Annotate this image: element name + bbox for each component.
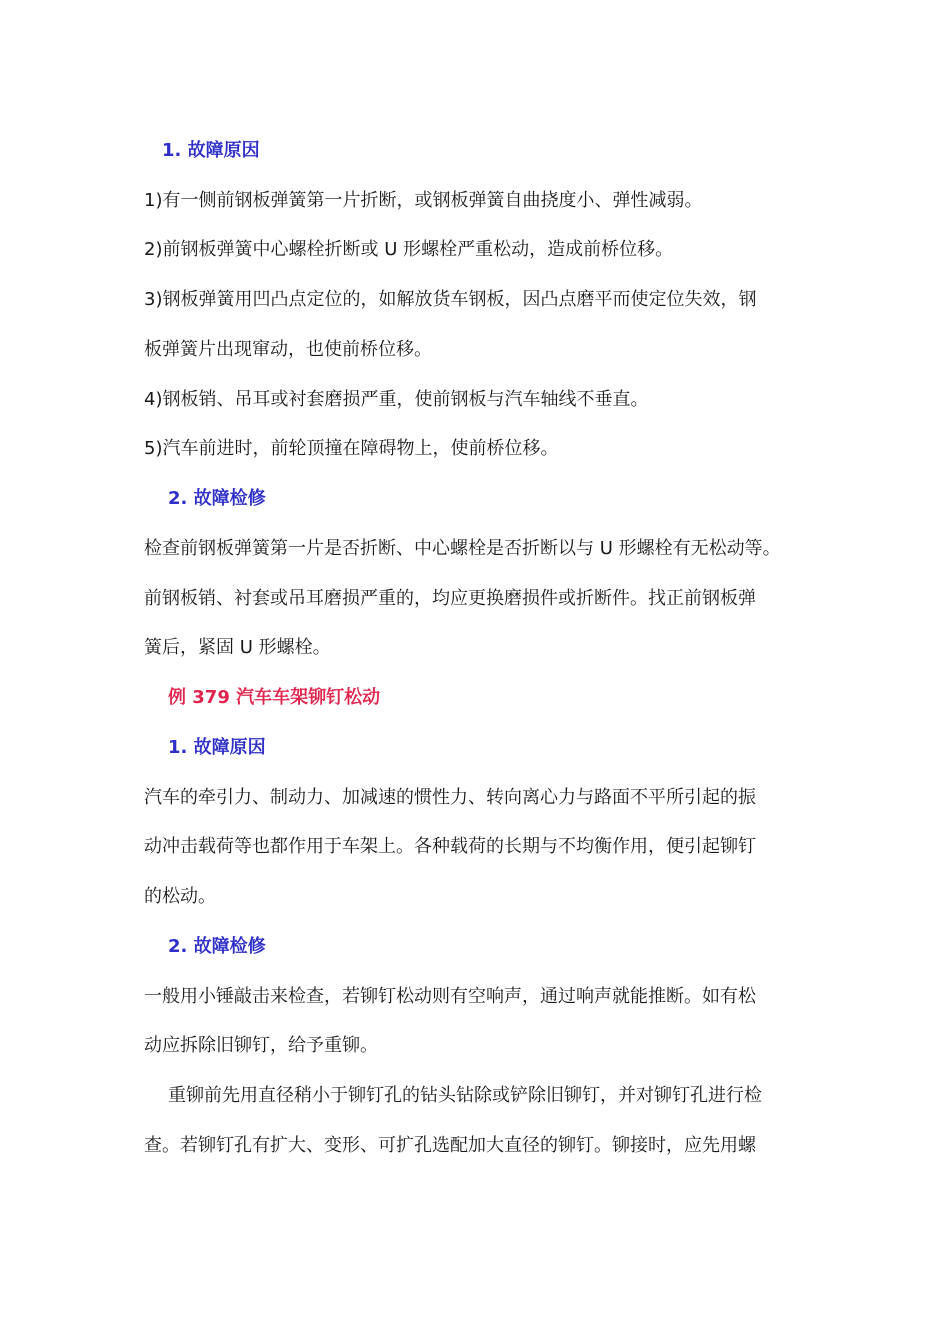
paragraph-line: 前钢板销、衬套或吊耳磨损严重的，均应更换磨损件或折断件。找正前钢板弹 [144, 588, 756, 609]
paragraph-line: 重铆前先用直径稍小于铆钉孔的钻头钻除或铲除旧铆钉，并对铆钉孔进行检 [168, 1085, 762, 1106]
paragraph-line: 一般用小锤敲击来检查，若铆钉松动则有空响声，通过响声就能推断。如有松 [144, 986, 756, 1007]
paragraph-line: 动冲击载荷等也都作用于车架上。各种载荷的长期与不均衡作用，便引起铆钉 [144, 836, 756, 857]
section-heading-fault-repair: 2. 故障检修 [168, 936, 266, 957]
paragraph-line: 汽车的牵引力、制动力、加减速的惯性力、转向离心力与路面不平所引起的振 [144, 787, 756, 808]
paragraph-line: 簧后，紧固 U 形螺栓。 [144, 637, 331, 658]
section-heading-fault-cause: 1. 故障原因 [162, 140, 260, 161]
paragraph-line: 板弹簧片出现窜动，也使前桥位移。 [144, 339, 432, 360]
paragraph-line: 4)钢板销、吊耳或衬套磨损严重，使前钢板与汽车轴线不垂直。 [144, 389, 649, 410]
paragraph-line: 3)钢板弹簧用凹凸点定位的，如解放货车钢板，因凸点磨平而使定位失效，钢 [144, 289, 757, 310]
paragraph-line: 检查前钢板弹簧第一片是否折断、中心螺栓是否折断以与 U 形螺栓有无松动等。 [144, 538, 781, 559]
paragraph-line: 5)汽车前进时，前轮顶撞在障碍物上，使前桥位移。 [144, 438, 559, 459]
paragraph-line: 的松动。 [144, 886, 216, 907]
paragraph-line: 2)前钢板弹簧中心螺栓折断或 U 形螺栓严重松动，造成前桥位移。 [144, 239, 674, 260]
paragraph-line: 动应拆除旧铆钉，给予重铆。 [144, 1035, 378, 1056]
section-heading-fault-repair: 2. 故障检修 [168, 488, 266, 509]
paragraph-line: 查。若铆钉孔有扩大、变形、可扩孔选配加大直径的铆钉。铆接时，应先用螺 [144, 1135, 756, 1156]
example-title: 例 379 汽车车架铆钉松动 [168, 687, 381, 708]
paragraph-line: 1)有一侧前钢板弹簧第一片折断，或钢板弹簧自曲挠度小、弹性减弱。 [144, 190, 703, 211]
section-heading-fault-cause: 1. 故障原因 [168, 737, 266, 758]
